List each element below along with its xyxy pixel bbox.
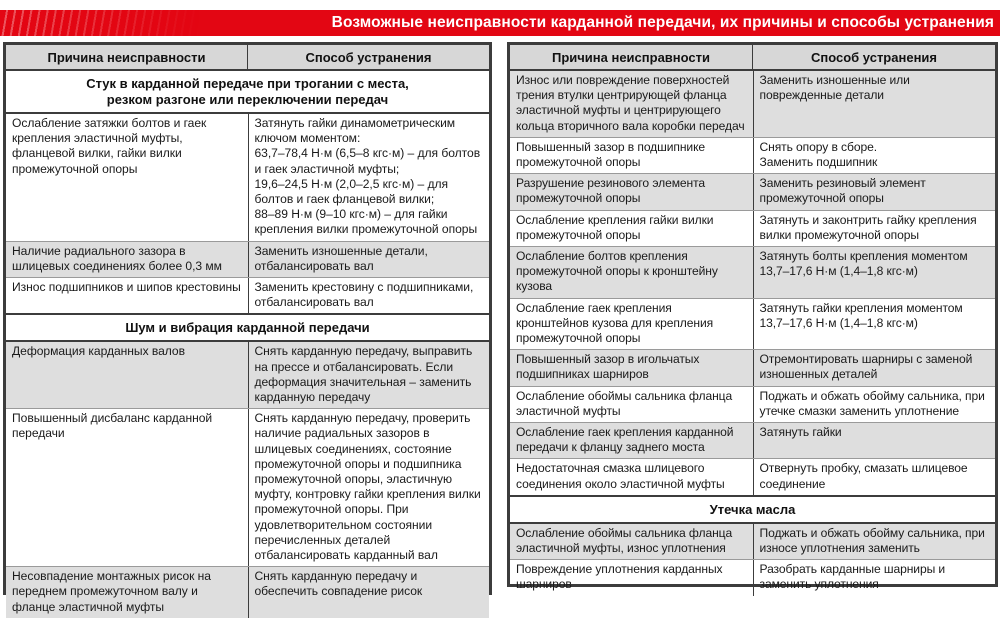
table-row — [6, 241, 489, 277]
remedy-line: 88–89 Н·м (9–10 кгс·м) – для гайки крепления вилки промежуточной опоры — [254, 207, 478, 237]
table-row — [510, 458, 995, 494]
remedy-cell: Снять карданную передачу и обеспечить совпадение рисок — [248, 567, 490, 618]
remedy-cell: Отремонтировать шарниры с заменой изношенных деталей — [753, 350, 996, 385]
table-row — [510, 298, 995, 350]
cause-cell: Ослабление гаек крепления карданной передачи к фланцу заднего моста — [510, 423, 753, 458]
remedy-cell: Разобрать карданные шарниры и заменить уплотнения — [753, 560, 996, 595]
cause-cell: Повышенный зазор в игольчатых подшипниках шарниров — [510, 350, 753, 385]
cause-cell: Деформация карданных валов — [6, 342, 248, 408]
remedy-cell: Затянуть гайки — [753, 423, 996, 458]
table-row — [6, 277, 489, 313]
section-title-knock-line-2: резком разгоне или переключении передач — [106, 92, 389, 107]
remedy-cell: Снять карданную передачу, проверить наличие радиальных зазоров в шлицевых соединениях, состояние промежуточной опоры и подшипника промежуточной опоры, эластичную муфту, контровку гайки крепления вилки промежуточной опоры. При удовлетворительном состоянии перечисленных деталей отбалансировать карданный вал — [248, 409, 490, 566]
right-table — [507, 42, 998, 592]
remedy-line: Заменить подшипник — [759, 155, 878, 170]
table-row — [510, 210, 995, 246]
cause-cell: Износ подшипников и шипов крестовины — [12, 280, 241, 295]
remedy-line: 63,7–78,4 Н·м (6,5–8 кгс·м) – для болтов и гаек эластичной муфты; — [254, 146, 481, 176]
remedy-cell: Затянуть и законтрить гайку крепления вилки промежуточной опоры — [753, 211, 996, 246]
cause-cell: Ослабление обоймы сальника фланца эластичной муфты, износ уплотнения — [510, 524, 753, 559]
table-row — [6, 114, 489, 241]
table-row — [510, 173, 995, 209]
remedy-line: Затянуть гайки динамометрическим ключом моментом: — [254, 116, 456, 146]
table-row — [510, 71, 995, 137]
table-row — [6, 566, 489, 618]
right-table-header — [510, 42, 995, 71]
remedy-line: Снять опору в сборе. — [759, 139, 877, 154]
cause-cell: Повышенный дисбаланс карданной передачи — [12, 411, 213, 441]
table-row — [510, 524, 995, 559]
cause-cell: Ослабление болтов крепления промежуточной опоры к кронштейну кузова — [510, 247, 753, 298]
left-table — [3, 42, 492, 614]
table-row — [510, 386, 995, 422]
section-title-noise: Шум и вибрация карданной передачи — [6, 313, 489, 342]
left-table-header — [6, 42, 489, 71]
cause-cell: Ослабление затяжки болтов и гаек крепления эластичной муфты, фланцевой вилки, гайки вилки промежуточной опоры — [12, 116, 207, 176]
column-header-cause: Причина неисправности — [47, 49, 206, 65]
section-title-oil-leak: Утечка масла — [510, 495, 995, 524]
remedy-cell — [753, 138, 996, 173]
remedy-cell: Заменить изношенные детали, отбалансировать вал — [248, 242, 490, 277]
remedy-cell: Поджать и обжать обойму сальника, при утечке смазки заменить уплотнение — [753, 387, 996, 422]
remedy-cell: Заменить изношенные или поврежденные детали — [753, 71, 996, 137]
cause-cell: Недостаточная смазка шлицевого соединения около эластичной муфты — [516, 461, 725, 491]
banner-stripe-decoration — [0, 10, 200, 36]
cause-cell: Ослабление обоймы сальника фланца эластичной муфты — [516, 388, 733, 418]
cause-cell: Ослабление гаек крепления кронштейнов кузова для крепления промежуточной опоры — [516, 300, 714, 346]
remedy-cell: Затянуть гайки крепления моментом 13,7–17,6 Н·м (1,4–1,8 кгс·м) — [753, 299, 996, 350]
remedy-cell: Отвернуть пробку, смазать шлицевое соединение — [753, 459, 996, 494]
cause-cell: Ослабление крепления гайки вилки промежуточной опоры — [516, 212, 714, 242]
table-row — [6, 408, 489, 566]
remedy-cell: Снять карданную передачу, выправить на прессе и отбалансировать. Если деформация значительная – заменить карданную передачу — [248, 342, 490, 408]
section-title-knock — [6, 71, 489, 114]
column-header-cause: Причина неисправности — [551, 49, 711, 65]
cause-cell: Повышенный зазор в подшипнике промежуточной опоры — [516, 139, 706, 170]
title-banner — [0, 10, 1000, 36]
section-title-knock-line-1: Стук в карданной передаче при трогании с места, — [86, 76, 409, 91]
column-header-remedy: Способ устранения — [752, 45, 995, 69]
table-row — [510, 349, 995, 385]
cause-cell: Повреждение уплотнения карданных шарниров — [516, 562, 723, 592]
remedy-cell: Поджать и обжать обойму сальника, при износе уплотнения заменить — [753, 524, 996, 559]
remedy-cell: Заменить крестовину с подшипниками, отбалансировать вал — [248, 278, 490, 313]
cause-cell: Износ или повреждение поверхностей трения втулки центрирующей фланца эластичной муфты и центрирующего кольца вторичного вала коробки передач — [510, 71, 753, 137]
remedy-cell: Заменить резиновый элемент промежуточной опоры — [753, 174, 996, 209]
column-header-remedy: Способ устранения — [247, 45, 489, 69]
table-row — [6, 342, 489, 408]
remedy-line: 19,6–24,5 Н·м (2,0–2,5 кгс·м) – для болтов и гаек фланцевой вилки; — [254, 176, 449, 207]
cause-cell: Разрушение резинового элемента промежуточной опоры — [510, 174, 753, 209]
table-row — [510, 137, 995, 173]
remedy-cell — [248, 114, 490, 241]
table-row — [510, 559, 995, 595]
table-row — [510, 246, 995, 298]
table-row — [510, 422, 995, 458]
cause-cell: Несовпадение монтажных рисок на переднем промежуточном валу и фланце эластичной муфты — [6, 567, 248, 618]
remedy-cell: Затянуть болты крепления моментом 13,7–17,6 Н·м (1,4–1,8 кгс·м) — [753, 247, 996, 298]
cause-cell: Наличие радиального зазора в шлицевых соединениях более 0,3 мм — [6, 242, 248, 277]
page-title: Возможные неисправности карданной передачи, их причины и способы устранения — [331, 14, 994, 31]
